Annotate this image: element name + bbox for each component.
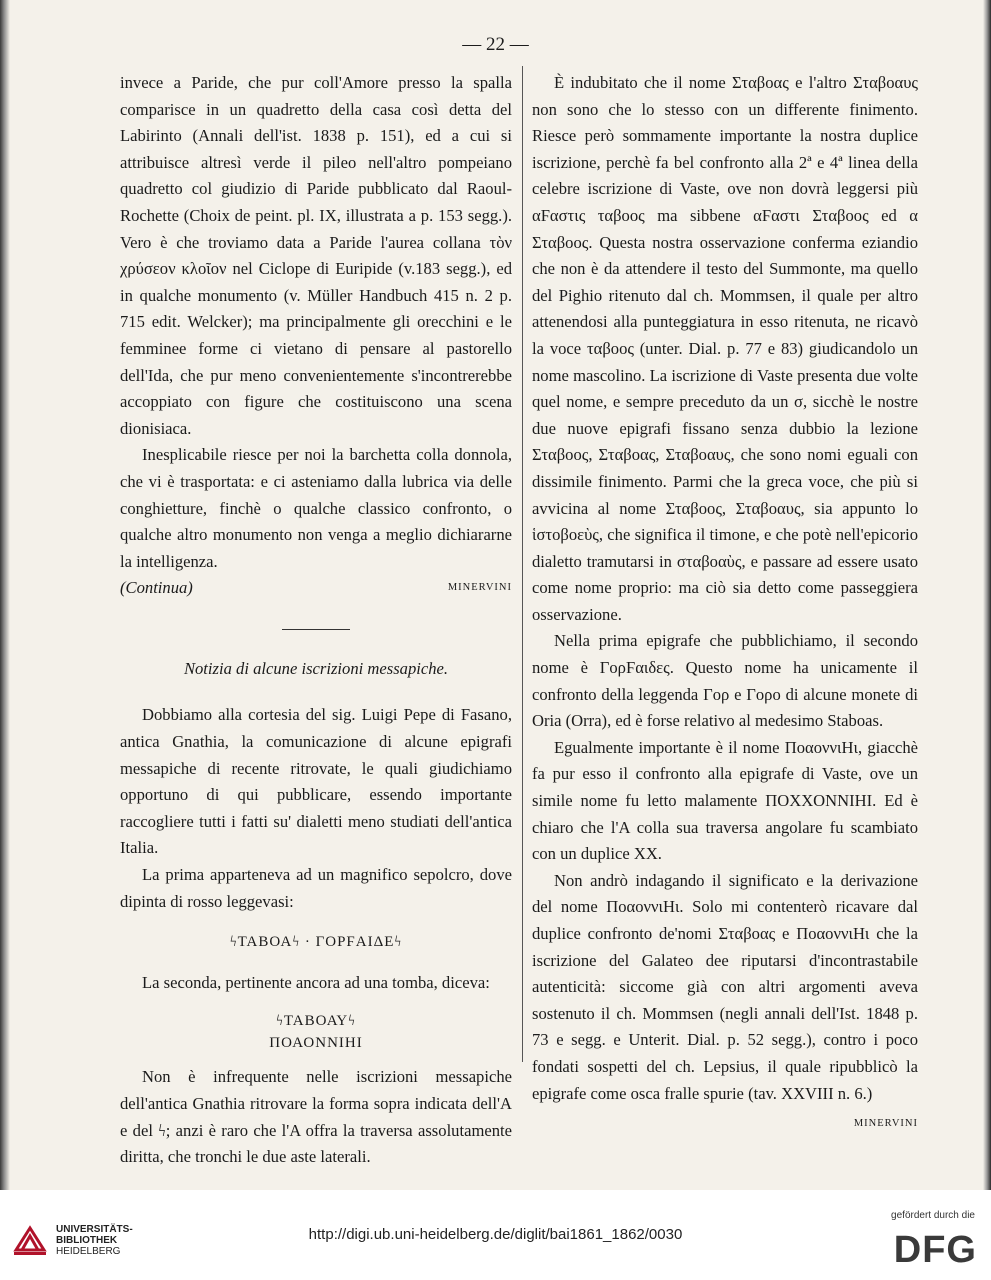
funded-by-label: gefördert durch die: [891, 1210, 975, 1221]
library-name-line-2: BIBLIOTHEK: [56, 1235, 118, 1246]
left-paragraph-1: invece a Paride, che pur coll'Amore presso la spalla comparisce in un quadretto della casa così detta del Labirinto (Annali dell'ist. 1838 p. 151), ed a cui si attribuisce altresì verde il pileo nell'altro pompeiano quadretto col giudizio di Paride pubblicato dal Raoul-Rochette (Choix de peint. pl. IX, illustrata a p. 153 segg.). Vero è che troviamo data a Paride l'aurea collana τὸν χρύσεον κλοῖον nel Ciclope di Euripide (v.183 segg.), ed in qualche monumento (v. Müller Handbuch 415 n. 2 p. 715 edit. Welcker); ma principalmente gli orecchini e le femminee forme ci vietano di pensare al pastorello dell'Ida, che pur meno convenientemente s'incontrerebbe accoppiato con figure che costituiscono una scena dionisiaca.: [120, 73, 512, 438]
continua-note: (Continua): [120, 578, 193, 598]
left-paragraph-4: La prima apparteneva ad un magnifico sepolcro, dove dipinta di rosso leggevasi:: [120, 865, 512, 911]
page-number: — 22 —: [462, 34, 529, 55]
dfg-logo: DFG: [893, 1229, 977, 1271]
section-title: Notizia di alcune iscrizioni messapiche.: [183, 658, 449, 678]
continua-row: [120, 575, 512, 602]
right-paragraph-3: Egualmente importante è il nome ΠοαοννιΗι, giacchè fa pur esso il confronto alla epigrafe di Vaste, ove un simile nome fu letto malamente ΠΟΧΧΟΝΝΙΗΙ. Ed è chiaro che l'A colla sua traversa angolare fu scambiato con un duplice XX.: [532, 737, 918, 864]
library-name-line-3: HEIDELBERG: [56, 1246, 121, 1257]
right-paragraph-2: Nella prima epigrafe che pubblichiamo, il secondo nome è ΓορϜαιδες. Questo nome ha unicamente il confronto della leggenda Γορ e Γορο di alcune monete di Oria (Orra), ed è forse relativo al medesimo Staboas.: [532, 631, 918, 731]
inscription-2-line-2: ΠΟΑΟΝΝΙΗΙ: [269, 1035, 363, 1052]
left-byline: MINERVINI: [447, 582, 512, 594]
footer-bar: [0, 1190, 991, 1280]
inscription-2: [120, 1010, 512, 1054]
library-name-line-1: UNIVERSITÄTS-: [56, 1224, 133, 1235]
permalink-url[interactable]: http://digi.ub.uni-heidelberg.de/diglit/bai1861_1862/0030: [308, 1226, 683, 1243]
left-paragraph-6: Non è infrequente nelle iscrizioni messapiche dell'antica Gnathia ritrovare la forma sopra indicata dell'A e del ϟ; anzi è raro che l'A offra la traversa assolutamente diritta, che tronchi le due aste laterali.: [120, 1067, 512, 1167]
section-divider: [282, 629, 350, 630]
right-byline: MINERVINI: [853, 1118, 918, 1130]
right-paragraph-1: È indubitato che il nome Σταβοας e l'altro Σταβοαυς non sono che lo stesso con un differente finimento. Riesce però sommamente importante la nostra duplice iscrizione, perchè fa bel confronto alla 2ª e 4ª linea della celebre iscrizione di Vaste, ove non dovrà leggersi più αϜαστις ταβοος ma sibbene αϜαστι Σταβοος ed α Σταβοος. Questa nostra osservazione conferma eziandio che non è da attendere il testo del Summonte, ma quello del Pighio ritenuto dal ch. Mommsen, il quale per altro attenendosi alla punteggiatura in esso ritenuta, ne ricavò la voce ταβοος (unter. Dial. p. 77 e 83) giudicandolo un nome mascolino. La iscrizione di Vaste presenta due volte quel nome, e sempre preceduto da un σ, sicchè le nostre due nuove epigrafi fissano senza dubbio la lezione Σταβοος, Σταβοας, Σταβοαυς, che sono nomi eguali con dissimile finimento. Parmi che la greca voce, che più si avvicina al nome Σταβοος, Σταβοαυς, sia appunto lo ἱστοβοεὺς, che significa il timone, e che potè nell'epicorio dialetto tramutarsi in σταβοαὺς, e passare ad essere usato come nome proprio: ma ciò sia detto come passeggiera osservazione.: [532, 73, 918, 624]
inscription-2-line-1: ϟΤΑΒΟΑΥϟ: [276, 1013, 356, 1030]
left-paragraph-3: Dobbiamo alla cortesia del sig. Luigi Pepe di Fasano, antica Gnathia, la comunicazione di alcune epigrafi messapiche di recente ritrovate, le quali giudichiamo opportuno di qui pubblicare, essendo importante raccogliere tutti i fatti su' dialetti meno studiati dell'antica Italia.: [120, 705, 512, 858]
left-column: [120, 70, 512, 1171]
column-divider: [522, 66, 523, 1062]
right-paragraph-4: Non andrò indagando il significato e la derivazione del nome ΠοαοννιΗι. Solo mi contenterò ricavare dal duplice confronto de'nomi Σταβοας e ΠοαοννιΗι che la iscrizione del Galateo dee riputarsi d'incontrastabile autenticità: siccome già con altri argomenti aveva sostenuto il ch. Mommsen (negli annali dell'Ist. 1848 p. 73 e segg. e Unterit. Dial. p. 52 segg.), contro i poco fondati sospetti del ch. Lepsius, il quale ripubblicò la epigrafe come osca fralle spurie (tav. XXVIII n. 6.): [532, 870, 918, 1103]
left-paragraph-2: Inesplicabile riesce per noi la barchetta colla donnola, che vi è trasportata: e ci asteniamo dalla lubrica via delle conghietture, finchè o qualche classico confronto, o qualche altro monumento non venga a meglio dichiararne la intelligenza.: [120, 445, 512, 571]
left-paragraph-5: La seconda, pertinente ancora ad una tomba, diceva:: [142, 972, 490, 992]
inscription-1: ϟΤΑΒΟΑϟ · ΓΟΡϜΑΙΔΕϟ: [229, 934, 403, 951]
right-column: [532, 70, 918, 1138]
scan-edge-right: [983, 0, 991, 1190]
scan-edge-left: [0, 0, 10, 1190]
